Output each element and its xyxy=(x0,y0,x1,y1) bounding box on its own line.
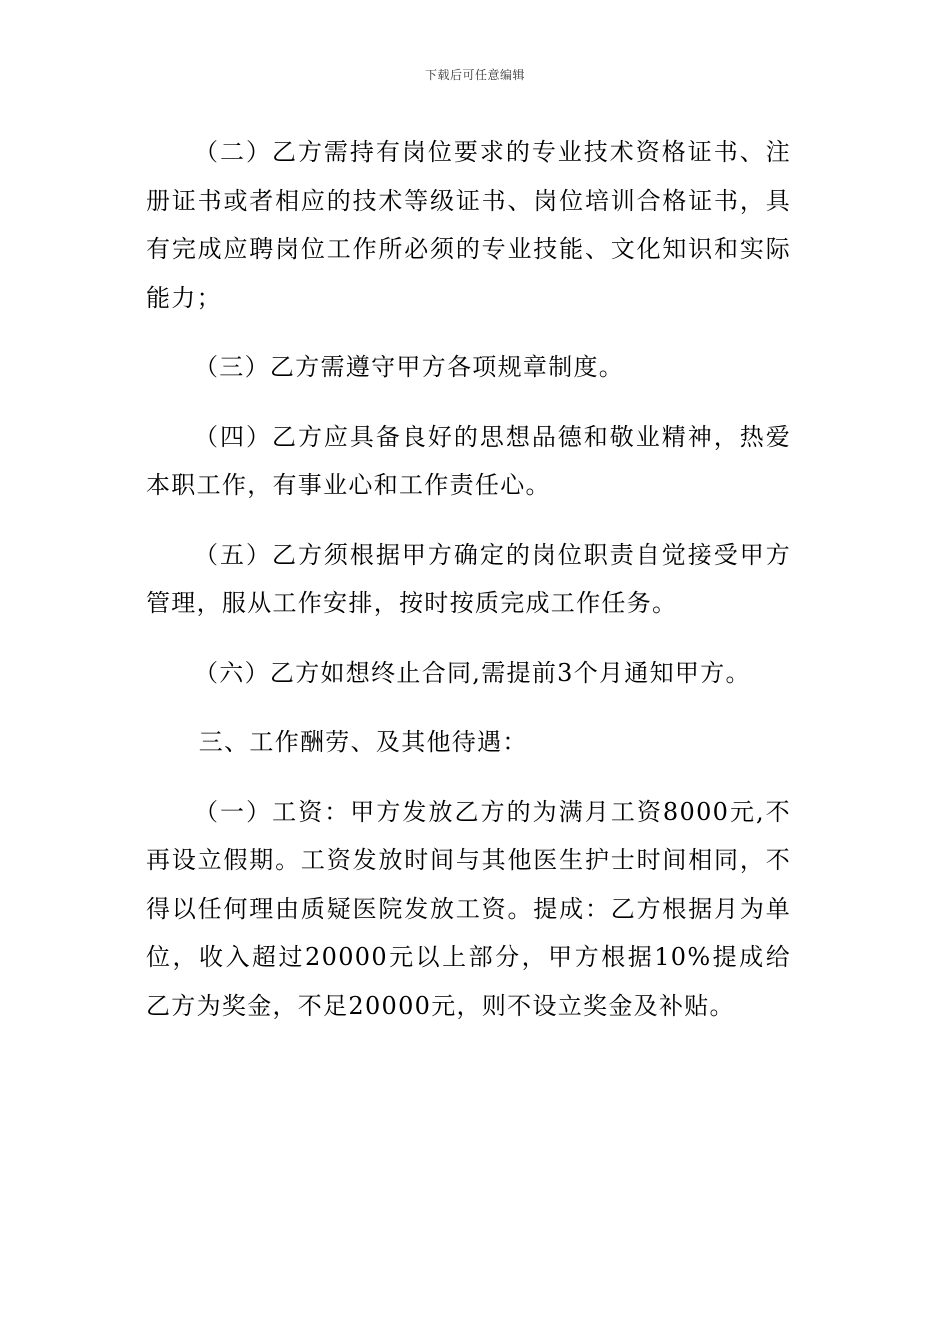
paragraph-clause-6: （六）乙方如想终止合同,需提前3个月通知甲方。 xyxy=(194,658,751,687)
section-heading-compensation: 三、工作酬劳、及其他待遇： xyxy=(198,728,528,756)
paragraph-clause-4: （四）乙方应具备良好的思想品德和敬业精神，热爱本职工作，有事业心和工作责任心。 xyxy=(146,422,791,499)
paragraph-clause-3: （三）乙方需遵守甲方各项规章制度。 xyxy=(194,353,625,381)
page-header-note: 下载后可任意编辑 xyxy=(424,68,525,82)
paragraph-clause-2: （二）乙方需持有岗位要求的专业技术资格证书、注册证书或者相应的技术等级证书、岗位培训合格证书，具有完成应聘岗位工作所必须的专业技能、文化知识和实际能力； xyxy=(146,138,791,312)
document-body xyxy=(146,128,791,1051)
paragraph-salary: （一）工资：甲方发放乙方的为满月工资8000元,不再设立假期。工资发放时间与其他医生护士时间相同，不得以任何理由质疑医院发放工资。提成：乙方根据月为单位，收入超过20000元以上部分，甲方根据10%提成给乙方为奖金，不足20000元，则不设立奖金及补贴。 xyxy=(146,797,791,1020)
paragraph-clause-5: （五）乙方须根据甲方确定的岗位职责自觉接受甲方管理，服从工作安排，按时按质完成工作任务。 xyxy=(146,540,791,617)
